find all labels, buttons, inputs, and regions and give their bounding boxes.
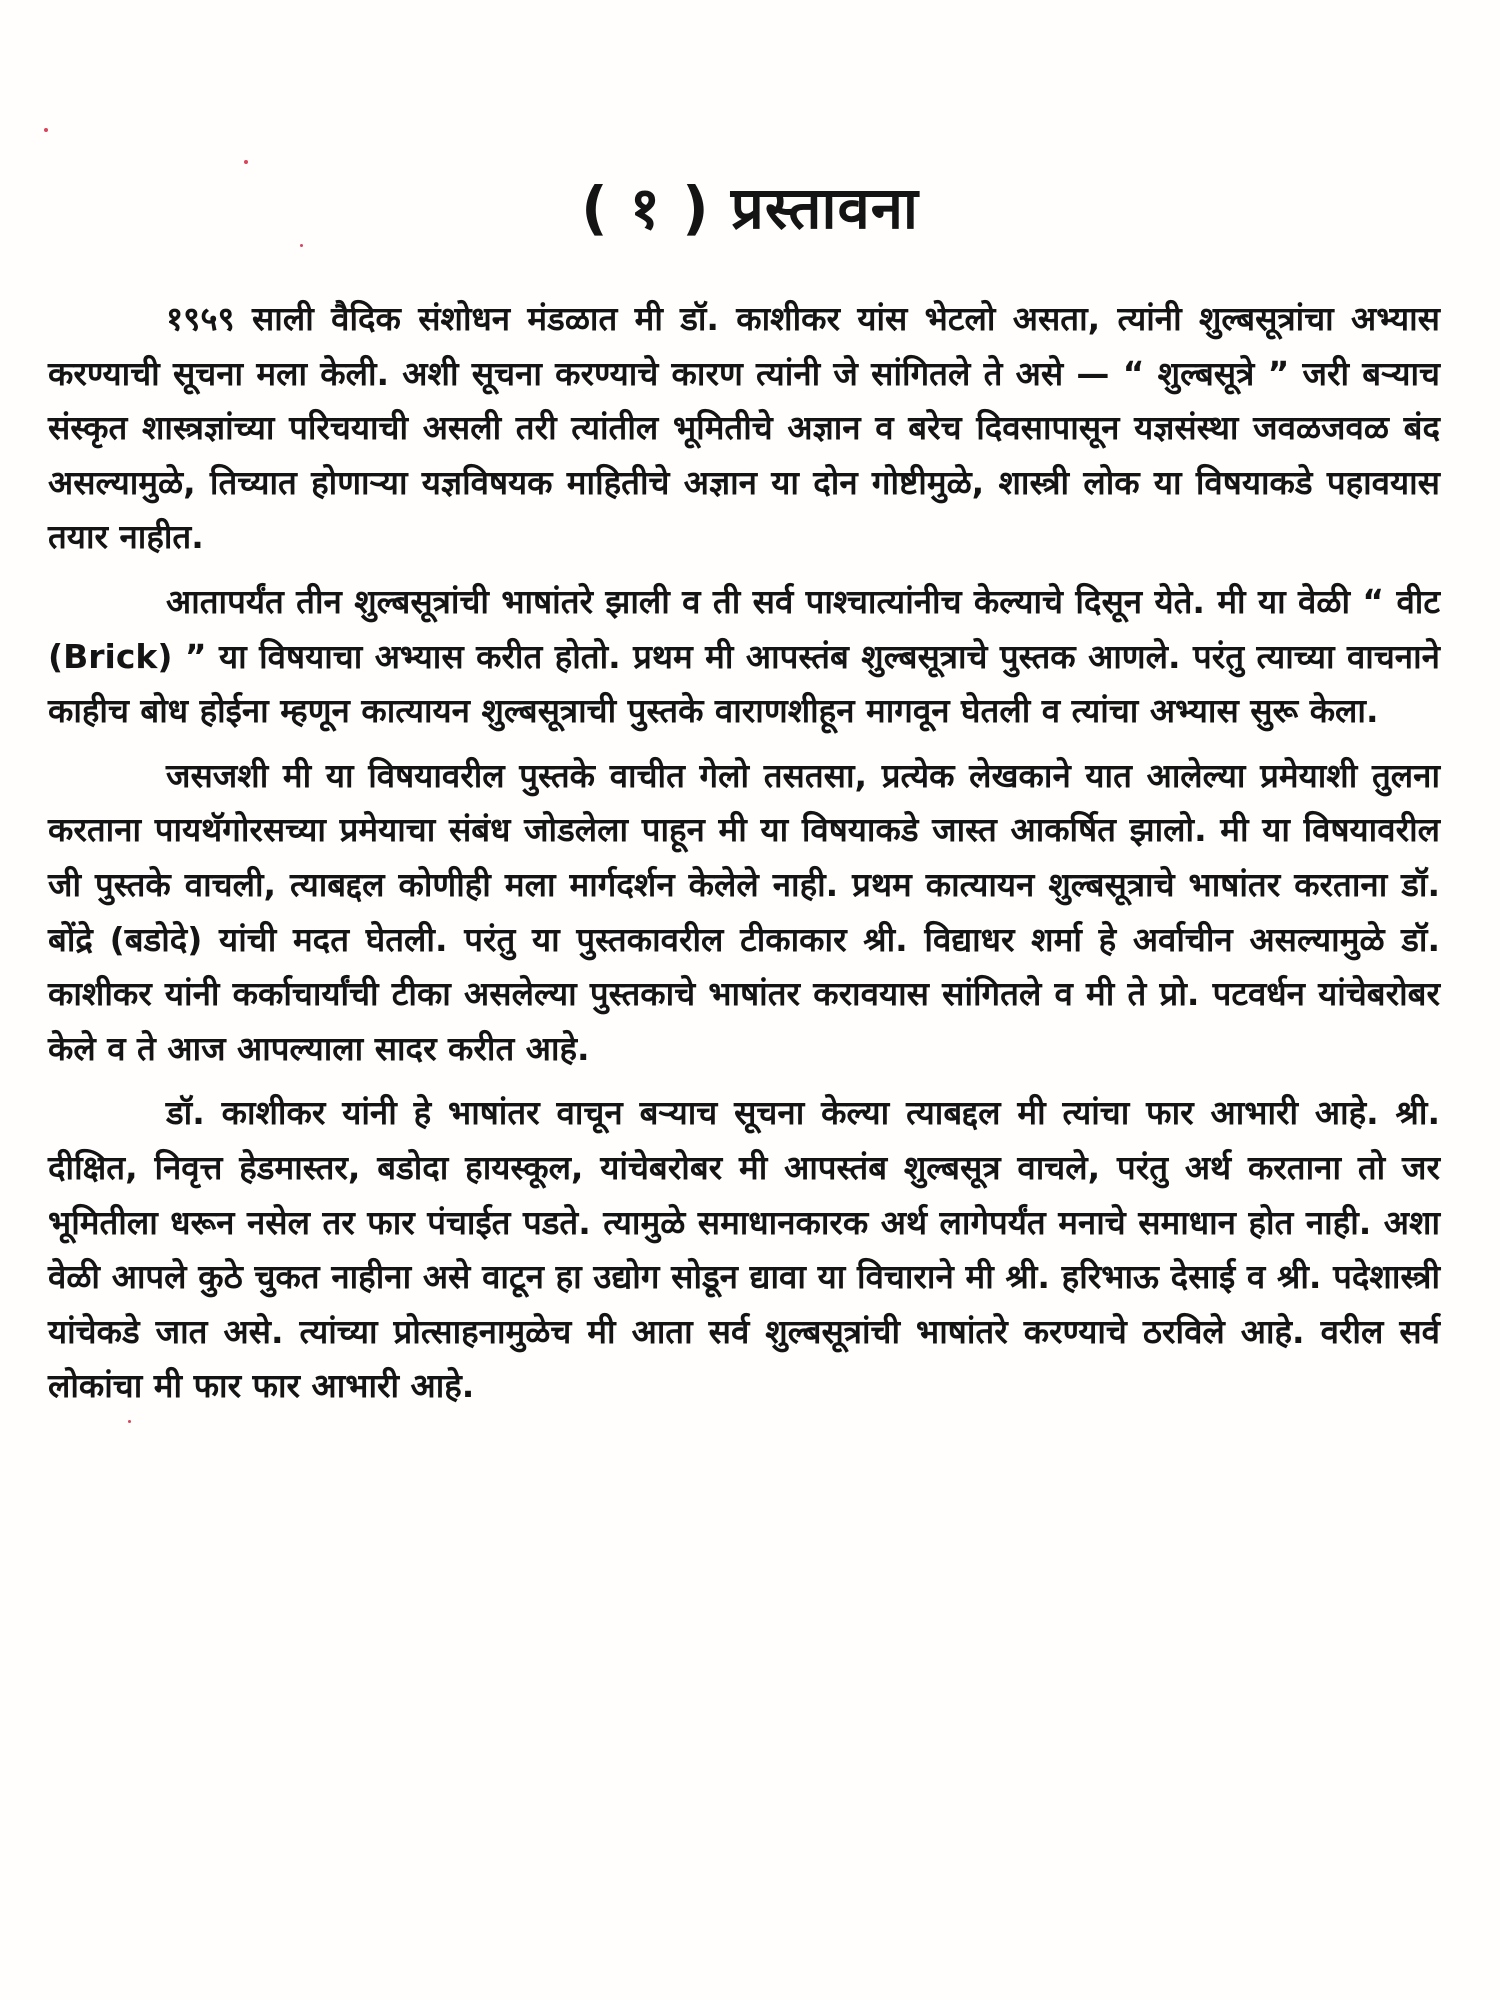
body-text <box>48 292 1440 1424</box>
paragraph-4: डॉ. काशीकर यांनी हे भाषांतर वाचून बऱ्याच सूचना केल्या त्याबद्दल मी त्यांचा फार आभारी आहे. श्री. दीक्षित, निवृत्त हेडमास्तर, बडोदा हायस्कूल, यांचेबरोबर मी आपस्तंब शुल्बसूत्र वाचले, परंतु अर्थ करताना तो जर भूमितीला धरून नसेल तर फार पंचाईत पडते. त्यामुळे समाधानकारक अर्थ लागेपर्यंत मनाचे समाधान होत नाही. अशा वेळी आपले कुठे चुकत नाहीना असे वाटून हा उद्योग सोडून द्यावा या विचाराने मी श्री. हरिभाऊ देसाई व श्री. पदेशास्त्री यांचेकडे जात असे. त्यांच्या प्रोत्साहनामुळेच मी आता सर्व शुल्बसूत्रांची भाषांतरे करण्याचे ठरविले आहे. वरील सर्व लोकांचा मी फार फार आभारी आहे. <box>48 1093 1440 1406</box>
ink-speck <box>44 128 48 132</box>
paragraph-3: जसजशी मी या विषयावरील पुस्तके वाचीत गेलो तसतसा, प्रत्येक लेखकाने यात आलेल्या प्रमेयाशी तुलना करताना पायथॅगोरसच्या प्रमेयाचा संबंध जोडलेला पाहून मी या विषयाकडे जास्त आकर्षित झालो. मी या विषयावरील जी पुस्तके वाचली, त्याबद्दल कोणीही मला मार्गदर्शन केलेले नाही. प्रथम कात्यायन शुल्बसूत्राचे भाषांतर करताना डॉ. बोंद्रे (बडोदे) यांची मदत घेतली. परंतु या पुस्तकावरील टीकाकार श्री. विद्याधर शर्मा हे अर्वाचीन असल्यामुळे डॉ. काशीकर यांनी कर्काचार्यांची टीका असलेल्या पुस्तकाचे भाषांतर करावयास सांगितले व मी ते प्रो. पटवर्धन यांचेबरोबर केले व ते आज आपल्याला सादर करीत आहे. <box>48 755 1440 1068</box>
ink-speck <box>244 160 248 164</box>
paragraph-1: १९५९ साली वैदिक संशोधन मंडळात मी डॉ. काशीकर यांस भेटलो असता, त्यांनी शुल्बसूत्रांचा अभ्यास करण्याची सूचना मला केली. अशी सूचना करण्याचे कारण त्यांनी जे सांगितले ते असे — “ शुल्बसूत्रे ” जरी बऱ्याच संस्कृत शास्त्रज्ञांच्या परिचयाची असली तरी त्यांतील भूमितीचे अज्ञान व बरेच दिवसापासून यज्ञसंस्था जवळजवळ बंद असल्यामुळे, तिच्यात होणाऱ्या यज्ञविषयक माहितीचे अज्ञान या दोन गोष्टीमुळे, शास्त्री लोक या विषयाकडे पहावयास तयार नाहीत. <box>48 299 1440 557</box>
paragraph-2: आतापर्यंत तीन शुल्बसूत्रांची भाषांतरे झाली व ती सर्व पाश्चात्यांनीच केल्याचे दिसून येते. मी या वेळी “ वीट (Brick) ” या विषयाचा अभ्यास करीत होतो. प्रथम मी आपस्तंब शुल्बसूत्राचे पुस्तक आणले. परंतु त्याच्या वाचनाने काहीच बोध होईना म्हणून कात्यायन शुल्बसूत्राची पुस्तके वाराणशीहून मागवून घेतली व त्यांचा अभ्यास सुरू केला. <box>48 581 1440 731</box>
page-title: ( १ ) प्रस्तावना <box>581 174 919 242</box>
